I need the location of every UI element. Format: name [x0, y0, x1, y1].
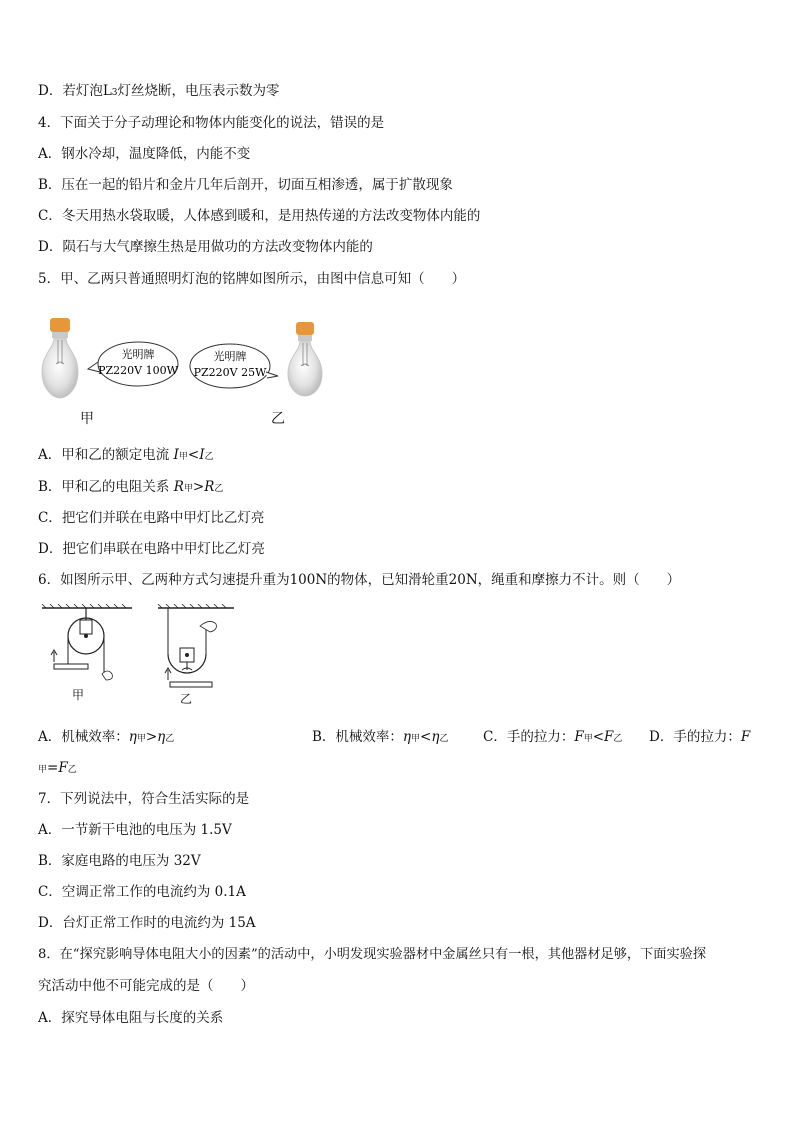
- q5-option-a-sub2: 乙: [204, 452, 214, 462]
- q5-option-b-var1: R: [173, 479, 184, 495]
- q5-option-d: D．把它们串联在电路中甲灯比乙灯亮: [38, 541, 265, 557]
- q5-option-b-sub2: 乙: [214, 484, 224, 494]
- q6-option-c-op: <: [592, 729, 605, 745]
- q5-option-b-var2: R: [204, 479, 215, 495]
- q5-option-a-op: <: [187, 447, 200, 463]
- bulb-right-brand: 光明牌: [213, 350, 247, 363]
- q5-option-b-op: >: [192, 479, 205, 495]
- q3-option-d-text: D．若灯泡L: [38, 83, 112, 99]
- q4-option-d: D．陨石与大气摩擦生热是用做功的方法改变物体内能的: [38, 239, 373, 255]
- q5-option-a: [38, 446, 214, 466]
- bulb-right-label: 乙: [271, 411, 285, 427]
- q6-option-a-var2: η: [157, 729, 166, 745]
- q6-option-c: [483, 728, 622, 748]
- q6-option-d: [649, 728, 750, 746]
- q5-option-a-text: A．甲和乙的额定电流: [38, 447, 174, 463]
- q6-stem: 6．如图所示甲、乙两种方式匀速提升重为100N的物体，已知滑轮重20N，绳重和摩擦力不计。则（ ）: [38, 572, 681, 588]
- q6-option-b-var2: η: [431, 729, 440, 745]
- q6-option-b-sub1: 甲: [411, 734, 421, 744]
- pulley-fixed-icon: [42, 604, 132, 680]
- q6-option-d-var2: F: [58, 760, 68, 776]
- q6-option-a-op: >: [145, 729, 158, 745]
- q6-option-c-var2: F: [604, 729, 614, 745]
- q6-option-b-sub2: 乙: [439, 734, 449, 744]
- q6-option-c-text: C．手的拉力：: [483, 729, 575, 745]
- q6-option-d-sub2: 乙: [67, 765, 77, 775]
- q6-option-a-sub2: 乙: [165, 734, 175, 744]
- q5-stem: 5．甲、乙两只普通照明灯泡的铭牌如图所示，由图中信息可知（ ）: [38, 271, 466, 287]
- q8-stem-line2: 究活动中他不可能完成的是（ ）: [38, 978, 254, 994]
- q6-option-d-var1: F: [740, 729, 751, 745]
- q7-option-d: D．台灯正常工作时的电流约为 15A: [38, 915, 256, 931]
- bulb-left-label: 甲: [80, 411, 94, 427]
- q6-option-d-op: =: [47, 760, 59, 776]
- bulb-right-rating: PZ220V 25W: [193, 366, 267, 379]
- q5-option-c: C．把它们并联在电路中甲灯比乙灯亮: [38, 510, 265, 526]
- q4-stem: 4．下面关于分子动理论和物体内能变化的说法，错误的是: [38, 115, 385, 131]
- q6-option-d-continued: [38, 759, 77, 779]
- q5-option-b-text: B．甲和乙的电阻关系: [38, 479, 174, 495]
- q3-option-d-text-rest: 灯丝烧断，电压表示数为零: [117, 83, 280, 99]
- q6-option-b: [312, 728, 448, 748]
- q8-stem-line1: 8．在“探究影响导体电阻大小的因素”的活动中，小明发现实验器材中金属丝只有一根，其他器材足够，下面实验探: [38, 947, 707, 962]
- q7-option-a: A．一节新干电池的电压为 1.5V: [38, 822, 232, 838]
- q5-option-b: [38, 478, 223, 498]
- pulley-right-label: 乙: [180, 692, 193, 706]
- q3-option-d-subscript: 3: [111, 88, 118, 98]
- q6-option-a-sub1: 甲: [136, 734, 146, 744]
- q6-option-a-text: A．机械效率：: [38, 729, 129, 745]
- q5-option-a-sub1: 甲: [178, 452, 188, 462]
- q4-option-c: C．冬天用热水袋取暖，人体感到暖和，是用热传递的方法改变物体内能的: [38, 208, 481, 224]
- q7-option-b: B．家庭电路的电压为 32V: [38, 853, 201, 869]
- q6-pulley-figure: [40, 604, 240, 704]
- q6-option-c-var1: F: [574, 729, 584, 745]
- q7-option-c: C．空调正常工作的电流约为 0.1A: [38, 884, 246, 900]
- q6-option-c-sub2: 乙: [613, 734, 623, 744]
- q6-option-d-text: D．手的拉力：: [649, 729, 741, 745]
- bulb-left-nameplate: [88, 342, 179, 386]
- bulb-left-brand: 光明牌: [121, 348, 155, 361]
- q4-option-b: B．压在一起的铅片和金片几年后剖开，切面互相渗透，属于扩散现象: [38, 177, 453, 193]
- q7-stem: 7．下列说法中，符合生活实际的是: [38, 791, 250, 807]
- bulb-left-icon: [42, 318, 78, 398]
- bulb-right-icon: [288, 322, 322, 396]
- bulb-left-rating: PZ220V 100W: [98, 364, 178, 377]
- q5-option-a-var1: I: [173, 447, 179, 463]
- q6-option-a: [38, 728, 174, 748]
- q8-option-a: A．探究导体电阻与长度的关系: [38, 1010, 224, 1026]
- q6-option-a-var1: η: [128, 729, 137, 745]
- q5-bulb-figure: [36, 314, 336, 429]
- q4-option-a: A．钢水冷却，温度降低，内能不变: [38, 146, 251, 162]
- q6-option-b-var1: η: [402, 729, 412, 745]
- q6-option-b-text: B．机械效率：: [312, 729, 403, 745]
- q5-option-b-sub1: 甲: [183, 484, 193, 494]
- q6-option-c-sub1: 甲: [583, 734, 593, 744]
- q6-option-b-op: <: [420, 729, 432, 745]
- pulley-movable-icon: [158, 604, 234, 687]
- bulb-right-nameplate: [190, 344, 278, 388]
- q6-option-d-sub1: 甲: [38, 765, 48, 775]
- pulley-left-label: 甲: [72, 688, 85, 702]
- q3-option-d: [38, 82, 280, 102]
- q5-option-a-var2: I: [199, 447, 205, 463]
